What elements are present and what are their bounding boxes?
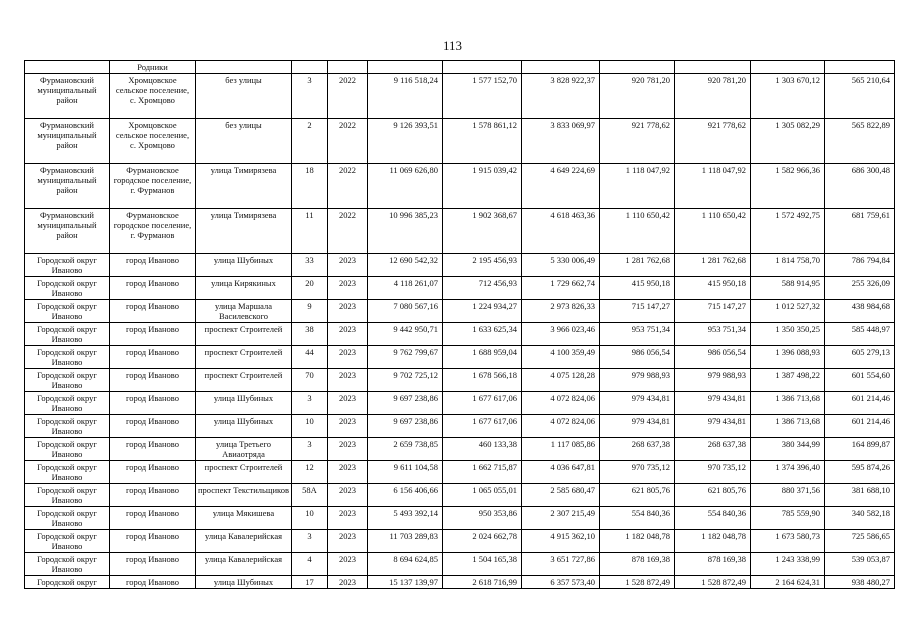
amount-cell: 1 396 088,93: [751, 346, 825, 369]
year-cell: [328, 61, 368, 74]
municipality-cell: Городской округ Иваново: [25, 461, 110, 484]
amount-cell: 979 434,81: [600, 392, 675, 415]
amount-cell: 1 915 039,42: [443, 164, 522, 209]
amount-cell: 2 307 215,49: [522, 507, 600, 530]
amount-cell: 950 353,86: [443, 507, 522, 530]
municipality-cell: Городской округ Иваново: [25, 392, 110, 415]
year-cell: 2023: [328, 438, 368, 461]
amount-cell: 681 759,61: [825, 209, 895, 254]
continuation-row: [25, 61, 895, 74]
amount-cell: 1 677 617,06: [443, 415, 522, 438]
amount-cell: 4 118 261,07: [368, 277, 443, 300]
street-cell: без улицы: [196, 74, 292, 119]
table-row: [25, 119, 895, 164]
amount-cell: 1 633 625,34: [443, 323, 522, 346]
amount-cell: 9 697 238,86: [368, 415, 443, 438]
amount-cell: 4 100 359,49: [522, 346, 600, 369]
table-row: [25, 392, 895, 415]
house-number-cell: 44: [292, 346, 328, 369]
settlement-cell: город Иваново: [110, 277, 196, 300]
amount-cell: 7 080 567,16: [368, 300, 443, 323]
amount-cell: 1 528 872,49: [600, 576, 675, 589]
municipality-cell: Городской округ Иваново: [25, 438, 110, 461]
settlement-cell: город Иваново: [110, 530, 196, 553]
amount-cell: 565 822,89: [825, 119, 895, 164]
municipality-cell: Городской округ Иваново: [25, 415, 110, 438]
amount-cell: 920 781,20: [675, 74, 751, 119]
house-number-cell: 58А: [292, 484, 328, 507]
municipality-cell: Городской округ Иваново: [25, 254, 110, 277]
settlement-cell: Фурмановское городское поселение, г. Фурманов: [110, 164, 196, 209]
year-cell: 2023: [328, 461, 368, 484]
amount-cell: 1 350 350,25: [751, 323, 825, 346]
amount-cell: 785 559,90: [751, 507, 825, 530]
amount-cell: 1 528 872,49: [675, 576, 751, 589]
house-number-cell: 3: [292, 74, 328, 119]
house-number-cell: 38: [292, 323, 328, 346]
municipality-cell: Фурмановский муниципальный район: [25, 74, 110, 119]
settlement-cell: Хромцовское сельское поселение, с. Хромцово: [110, 74, 196, 119]
amount-cell: 4 649 224,69: [522, 164, 600, 209]
amount-cell: 1 118 047,92: [675, 164, 751, 209]
year-cell: 2023: [328, 369, 368, 392]
amount-cell: 1 662 715,87: [443, 461, 522, 484]
amount-cell: 1 729 662,74: [522, 277, 600, 300]
amount-cell: [825, 61, 895, 74]
street-cell: [196, 61, 292, 74]
municipality-cell: Фурмановский муниципальный район: [25, 164, 110, 209]
amount-cell: 9 702 725,12: [368, 369, 443, 392]
amount-cell: 15 137 139,97: [368, 576, 443, 589]
amount-cell: [443, 61, 522, 74]
table-row: [25, 254, 895, 277]
amount-cell: 1 902 368,67: [443, 209, 522, 254]
amount-cell: 1 673 580,73: [751, 530, 825, 553]
street-cell: улица Шубиных: [196, 576, 292, 589]
amount-cell: 938 480,27: [825, 576, 895, 589]
amount-cell: 1 182 048,78: [675, 530, 751, 553]
table-row: [25, 484, 895, 507]
amount-cell: 1 504 165,38: [443, 553, 522, 576]
amount-cell: 1 065 055,01: [443, 484, 522, 507]
amount-cell: 2 024 662,78: [443, 530, 522, 553]
amount-cell: [522, 61, 600, 74]
house-number-cell: 3: [292, 392, 328, 415]
amount-cell: 712 456,93: [443, 277, 522, 300]
amount-cell: 1 118 047,92: [600, 164, 675, 209]
settlement-cell: город Иваново: [110, 438, 196, 461]
house-number-cell: 17: [292, 576, 328, 589]
amount-cell: 255 326,09: [825, 277, 895, 300]
table-row: [25, 369, 895, 392]
house-number-cell: 3: [292, 438, 328, 461]
amount-cell: 4 915 362,10: [522, 530, 600, 553]
amount-cell: 4 072 824,06: [522, 392, 600, 415]
amount-cell: 2 659 738,85: [368, 438, 443, 461]
amount-cell: 6 357 573,40: [522, 576, 600, 589]
street-cell: улица Шубиных: [196, 254, 292, 277]
amount-cell: 1 224 934,27: [443, 300, 522, 323]
municipality-cell: Городской округ Иваново: [25, 530, 110, 553]
table-row: [25, 415, 895, 438]
settlement-cell: город Иваново: [110, 553, 196, 576]
settlement-cell: город Иваново: [110, 346, 196, 369]
settlement-cell: город Иваново: [110, 507, 196, 530]
settlement-cell: город Иваново: [110, 254, 196, 277]
street-cell: улица Маршала Василевского: [196, 300, 292, 323]
street-cell: улица Тимирязева: [196, 164, 292, 209]
amount-cell: [675, 61, 751, 74]
amount-cell: 621 805,76: [675, 484, 751, 507]
amount-cell: 9 442 950,71: [368, 323, 443, 346]
street-cell: улица Шубиных: [196, 392, 292, 415]
amount-cell: 715 147,27: [600, 300, 675, 323]
amount-cell: 2 973 826,33: [522, 300, 600, 323]
table-row: [25, 438, 895, 461]
amount-cell: 4 072 824,06: [522, 415, 600, 438]
amount-cell: 921 778,62: [675, 119, 751, 164]
amount-cell: 3 828 922,37: [522, 74, 600, 119]
amount-cell: 9 116 518,24: [368, 74, 443, 119]
amount-cell: 1 117 085,86: [522, 438, 600, 461]
amount-cell: 601 554,60: [825, 369, 895, 392]
amount-cell: 1 012 527,32: [751, 300, 825, 323]
amount-cell: 979 988,93: [600, 369, 675, 392]
municipality-cell: Городской округ Иваново: [25, 553, 110, 576]
municipality-cell: Фурмановский муниципальный район: [25, 209, 110, 254]
table-row: [25, 461, 895, 484]
street-cell: улица Кирякиных: [196, 277, 292, 300]
house-number-cell: 18: [292, 164, 328, 209]
amount-cell: 381 688,10: [825, 484, 895, 507]
table-row: [25, 553, 895, 576]
house-number-cell: 2: [292, 119, 328, 164]
amount-cell: 1 182 048,78: [600, 530, 675, 553]
year-cell: 2022: [328, 164, 368, 209]
amount-cell: 605 279,13: [825, 346, 895, 369]
table-row: [25, 164, 895, 209]
amount-cell: 380 344,99: [751, 438, 825, 461]
table-row: [25, 576, 895, 589]
amount-cell: 1 281 762,68: [675, 254, 751, 277]
amount-cell: 1 582 966,36: [751, 164, 825, 209]
amount-cell: 9 611 104,58: [368, 461, 443, 484]
municipality-cell: Городской округ Иваново: [25, 277, 110, 300]
amount-cell: 595 874,26: [825, 461, 895, 484]
amount-cell: 340 582,18: [825, 507, 895, 530]
amount-cell: 10 996 385,23: [368, 209, 443, 254]
house-number-cell: 20: [292, 277, 328, 300]
amount-cell: 1 386 713,68: [751, 392, 825, 415]
municipality-cell: Городской округ Иваново: [25, 369, 110, 392]
house-number-cell: 33: [292, 254, 328, 277]
table-row: [25, 323, 895, 346]
table-row: [25, 530, 895, 553]
amount-cell: [368, 61, 443, 74]
amount-cell: 1 243 338,99: [751, 553, 825, 576]
amount-cell: 2 195 456,93: [443, 254, 522, 277]
amount-cell: 1 303 670,12: [751, 74, 825, 119]
amount-cell: 268 637,38: [675, 438, 751, 461]
table-row: [25, 74, 895, 119]
amount-cell: 1 572 492,75: [751, 209, 825, 254]
settlement-cell: город Иваново: [110, 323, 196, 346]
street-cell: проспект Строителей: [196, 323, 292, 346]
amount-cell: 953 751,34: [600, 323, 675, 346]
amount-cell: 1 688 959,04: [443, 346, 522, 369]
year-cell: 2023: [328, 530, 368, 553]
amount-cell: 621 805,76: [600, 484, 675, 507]
amount-cell: 601 214,46: [825, 392, 895, 415]
amount-cell: 3 833 069,97: [522, 119, 600, 164]
municipality-cell: Городской округ Иваново: [25, 507, 110, 530]
house-number-cell: 9: [292, 300, 328, 323]
year-cell: 2022: [328, 209, 368, 254]
street-cell: улица Кавалерийская: [196, 553, 292, 576]
street-cell: проспект Строителей: [196, 461, 292, 484]
amount-cell: 715 147,27: [675, 300, 751, 323]
year-cell: 2023: [328, 392, 368, 415]
amount-cell: 1 281 762,68: [600, 254, 675, 277]
page-number: 113: [442, 38, 463, 53]
street-cell: улица Шубиных: [196, 415, 292, 438]
year-cell: 2022: [328, 74, 368, 119]
amount-cell: 1 678 566,18: [443, 369, 522, 392]
municipality-cell: Городской округ Иваново: [25, 300, 110, 323]
year-cell: 2023: [328, 300, 368, 323]
amount-cell: 970 735,12: [675, 461, 751, 484]
amount-cell: 1 677 617,06: [443, 392, 522, 415]
amount-cell: 1 374 396,40: [751, 461, 825, 484]
amount-cell: 725 586,65: [825, 530, 895, 553]
year-cell: 2023: [328, 484, 368, 507]
settlement-cell: город Иваново: [110, 461, 196, 484]
amount-cell: 986 056,54: [600, 346, 675, 369]
amount-cell: 1 110 650,42: [675, 209, 751, 254]
house-number-cell: [292, 61, 328, 74]
amount-cell: 2 164 624,31: [751, 576, 825, 589]
amount-cell: 3 651 727,86: [522, 553, 600, 576]
year-cell: 2023: [328, 346, 368, 369]
amount-cell: 970 735,12: [600, 461, 675, 484]
amount-cell: [751, 61, 825, 74]
year-cell: 2023: [328, 507, 368, 530]
house-number-cell: 12: [292, 461, 328, 484]
amount-cell: 1 387 498,22: [751, 369, 825, 392]
amount-cell: 3 966 023,46: [522, 323, 600, 346]
amount-cell: 1 577 152,70: [443, 74, 522, 119]
amount-cell: 6 156 406,66: [368, 484, 443, 507]
settlement-cell: город Иваново: [110, 369, 196, 392]
amount-cell: 4 075 128,28: [522, 369, 600, 392]
amount-cell: 554 840,36: [600, 507, 675, 530]
amount-cell: 5 330 006,49: [522, 254, 600, 277]
settlement-cell: город Иваново: [110, 392, 196, 415]
amount-cell: 554 840,36: [675, 507, 751, 530]
year-cell: 2023: [328, 254, 368, 277]
amount-cell: 1 110 650,42: [600, 209, 675, 254]
year-cell: 2023: [328, 576, 368, 589]
amount-cell: 979 434,81: [675, 415, 751, 438]
amount-cell: 415 950,18: [675, 277, 751, 300]
amount-cell: 585 448,97: [825, 323, 895, 346]
amount-cell: 953 751,34: [675, 323, 751, 346]
capital-repair-table: [24, 60, 895, 589]
amount-cell: 1 305 082,29: [751, 119, 825, 164]
amount-cell: 268 637,38: [600, 438, 675, 461]
municipality-cell: Городской округ Иваново: [25, 484, 110, 507]
municipality-cell: [25, 61, 110, 74]
table-row: [25, 209, 895, 254]
amount-cell: 2 585 680,47: [522, 484, 600, 507]
amount-cell: 11 069 626,80: [368, 164, 443, 209]
amount-cell: 9 762 799,67: [368, 346, 443, 369]
street-cell: проспект Строителей: [196, 369, 292, 392]
settlement-cell: город Иваново: [110, 415, 196, 438]
street-cell: улица Кавалерийская: [196, 530, 292, 553]
amount-cell: 878 169,38: [675, 553, 751, 576]
table-row: [25, 277, 895, 300]
amount-cell: 979 434,81: [600, 415, 675, 438]
amount-cell: 1 386 713,68: [751, 415, 825, 438]
amount-cell: 880 371,56: [751, 484, 825, 507]
street-cell: проспект Текстильщиков: [196, 484, 292, 507]
house-number-cell: 10: [292, 507, 328, 530]
amount-cell: 9 126 393,51: [368, 119, 443, 164]
street-cell: проспект Строителей: [196, 346, 292, 369]
street-cell: улица Мякишева: [196, 507, 292, 530]
settlement-cell: Родники: [110, 61, 196, 74]
year-cell: 2022: [328, 119, 368, 164]
amount-cell: 4 618 463,36: [522, 209, 600, 254]
amount-cell: 11 703 289,83: [368, 530, 443, 553]
amount-cell: 539 053,87: [825, 553, 895, 576]
amount-cell: 4 036 647,81: [522, 461, 600, 484]
amount-cell: 8 694 624,85: [368, 553, 443, 576]
amount-cell: 9 697 238,86: [368, 392, 443, 415]
settlement-cell: город Иваново: [110, 300, 196, 323]
amount-cell: 986 056,54: [675, 346, 751, 369]
amount-cell: 1 578 861,12: [443, 119, 522, 164]
settlement-cell: Фурмановское городское поселение, г. Фурманов: [110, 209, 196, 254]
table-row: [25, 300, 895, 323]
amount-cell: 164 899,87: [825, 438, 895, 461]
settlement-cell: город Иваново: [110, 576, 196, 589]
amount-cell: 5 493 392,14: [368, 507, 443, 530]
municipality-cell: Фурмановский муниципальный район: [25, 119, 110, 164]
house-number-cell: 70: [292, 369, 328, 392]
amount-cell: 1 814 758,70: [751, 254, 825, 277]
municipality-cell: Городской округ Иваново: [25, 323, 110, 346]
year-cell: 2023: [328, 415, 368, 438]
municipality-cell: Городской округ Иваново: [25, 346, 110, 369]
amount-cell: 786 794,84: [825, 254, 895, 277]
street-cell: улица Тимирязева: [196, 209, 292, 254]
table-row: [25, 507, 895, 530]
amount-cell: 920 781,20: [600, 74, 675, 119]
municipality-cell: Городской округ: [25, 576, 110, 589]
street-cell: без улицы: [196, 119, 292, 164]
house-number-cell: 3: [292, 530, 328, 553]
amount-cell: 415 950,18: [600, 277, 675, 300]
amount-cell: 979 988,93: [675, 369, 751, 392]
amount-cell: 686 300,48: [825, 164, 895, 209]
year-cell: 2023: [328, 277, 368, 300]
year-cell: 2023: [328, 323, 368, 346]
amount-cell: 588 914,95: [751, 277, 825, 300]
amount-cell: 601 214,46: [825, 415, 895, 438]
amount-cell: 565 210,64: [825, 74, 895, 119]
amount-cell: 979 434,81: [675, 392, 751, 415]
amount-cell: 460 133,38: [443, 438, 522, 461]
amount-cell: 2 618 716,99: [443, 576, 522, 589]
settlement-cell: город Иваново: [110, 484, 196, 507]
house-number-cell: 4: [292, 553, 328, 576]
amount-cell: 878 169,38: [600, 553, 675, 576]
settlement-cell: Хромцовское сельское поселение, с. Хромцово: [110, 119, 196, 164]
amount-cell: 921 778,62: [600, 119, 675, 164]
street-cell: улица Третьего Авиаотряда: [196, 438, 292, 461]
table-row: [25, 346, 895, 369]
amount-cell: [600, 61, 675, 74]
year-cell: 2023: [328, 553, 368, 576]
amount-cell: 438 984,68: [825, 300, 895, 323]
house-number-cell: 10: [292, 415, 328, 438]
house-number-cell: 11: [292, 209, 328, 254]
amount-cell: 12 690 542,32: [368, 254, 443, 277]
